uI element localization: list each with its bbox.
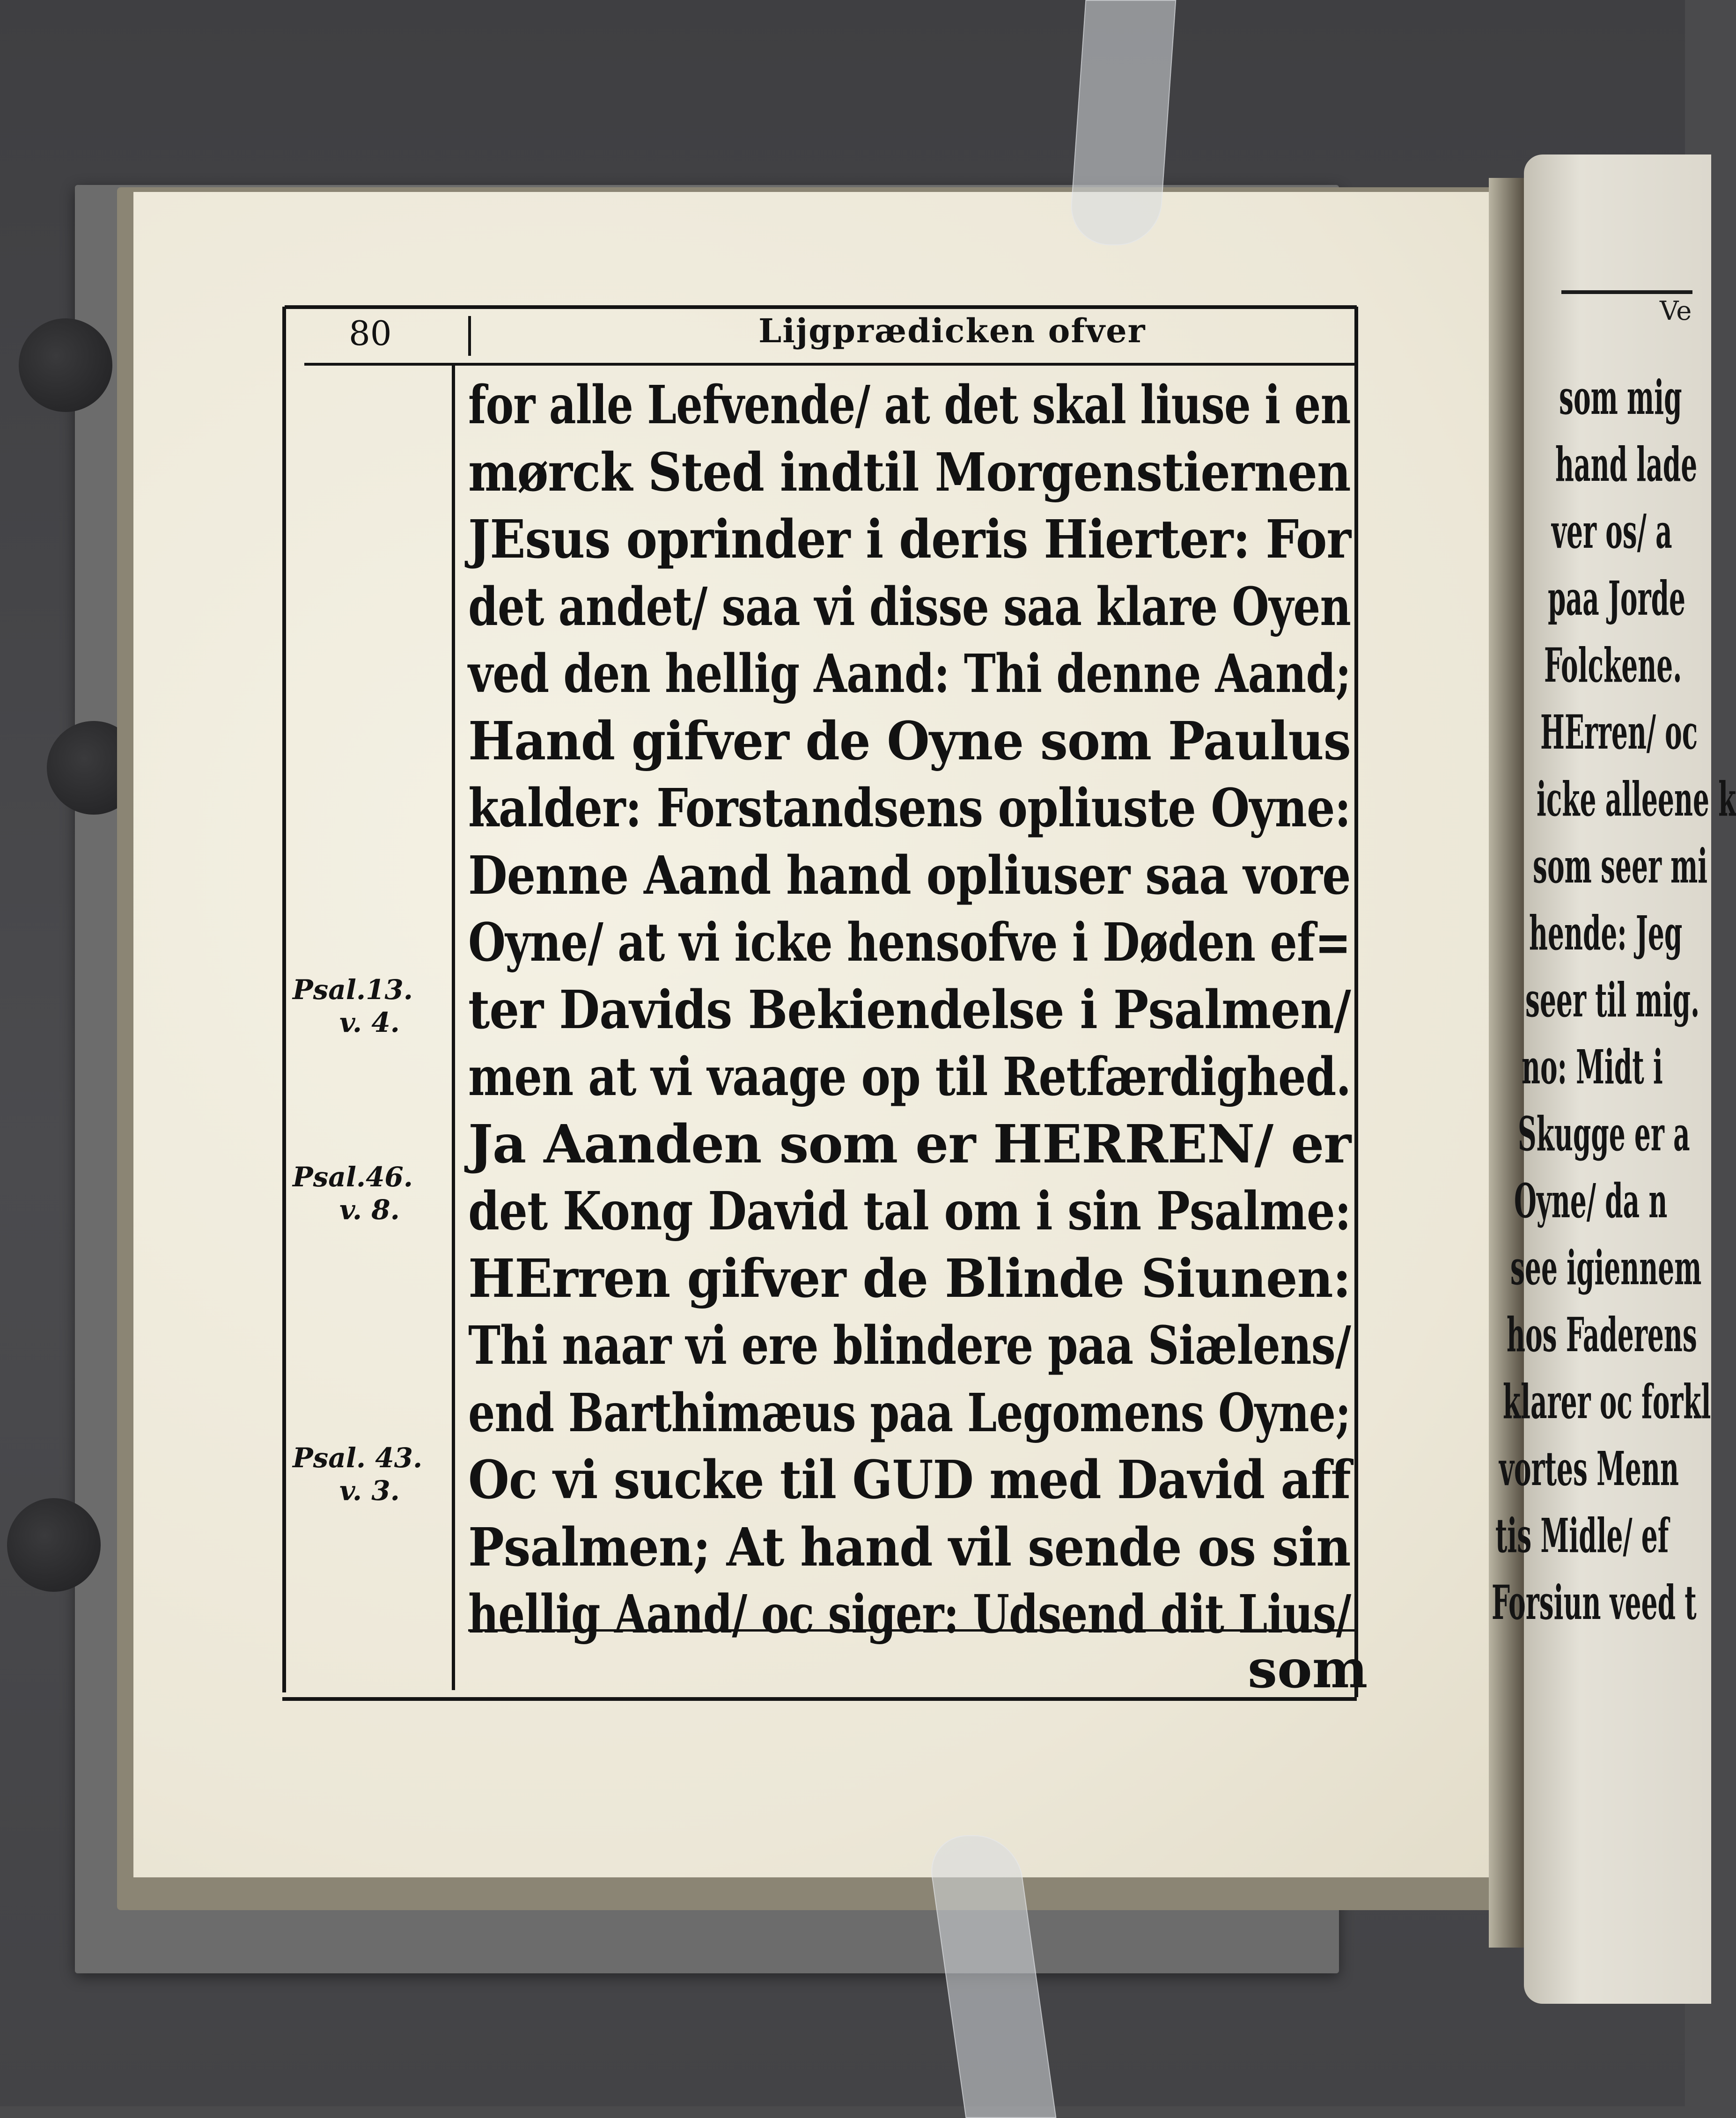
right-page-line: Folckene. xyxy=(1544,638,1682,693)
right-page-line: ver os/ a xyxy=(1552,504,1672,559)
body-line: HErren gifver de Blinde Siunen: xyxy=(468,1248,1351,1309)
marginal-note-verse: v. 8. xyxy=(339,1194,400,1226)
margin-column-rule xyxy=(452,365,455,1690)
body-line: ter Davids Bekiendelse i Psalmen/ xyxy=(468,979,1351,1041)
body-line: JEsus oprinder i deris Hierter: For xyxy=(468,509,1351,570)
body-line: det Kong David tal om i sin Psalme: xyxy=(468,1181,1351,1242)
marginal-note-ref: Psal. 43. xyxy=(293,1442,423,1474)
body-line: Ja Aanden som er HERREN/ er xyxy=(468,1113,1351,1175)
page-holder-strap-top xyxy=(1068,0,1177,245)
box-rule-left xyxy=(282,307,286,1692)
marginal-note-verse: v. 4. xyxy=(339,1007,400,1038)
right-page-line: no: Midt i xyxy=(1522,1039,1663,1095)
box-rule-top xyxy=(285,305,1357,309)
catchword: som xyxy=(1248,1639,1368,1700)
right-page-line: Oyne/ da n xyxy=(1514,1173,1668,1228)
folio-divider xyxy=(468,316,471,356)
body-line: mørck Sted indtil Morgenstiernen xyxy=(468,441,1351,503)
body-line: ved den hellig Aand: Thi denne Aand; xyxy=(468,643,1351,705)
body-line: det andet/ saa vi disse saa klare Oyen xyxy=(468,576,1351,638)
body-line: Oc vi sucke til GUD med David aff xyxy=(468,1449,1351,1511)
right-page-line: hende: Jeg xyxy=(1529,905,1683,961)
body-line: Thi naar vi ere blindere paa Siælens/ xyxy=(468,1315,1351,1376)
binding-peg-1 xyxy=(19,318,112,412)
right-page-line: vortes Menn xyxy=(1499,1441,1679,1496)
right-page-line: Skugge er a xyxy=(1518,1106,1690,1162)
right-page-line: klarer oc forkl xyxy=(1503,1374,1711,1429)
body-line: Psalmen; At hand vil sende os sin xyxy=(468,1516,1351,1578)
box-rule-bottom xyxy=(282,1697,1357,1701)
right-page-line: som mig xyxy=(1559,370,1682,425)
running-head: Lijgprædicken ofver xyxy=(758,311,1146,350)
right-page-line: paa Jorde xyxy=(1548,571,1686,626)
right-page-line: Forsiun veed t xyxy=(1492,1575,1697,1630)
right-page-line: HErren/ oc xyxy=(1540,705,1698,760)
box-rule-head-bottom xyxy=(304,363,1358,366)
body-line: Oyne/ at vi icke hensofve i Døden ef= xyxy=(468,912,1351,973)
body-line: kalder: Forstandsens opliuste Oyne: xyxy=(468,778,1351,839)
right-page-line: hos Faderens xyxy=(1507,1307,1697,1362)
right-page-line: hand lade xyxy=(1555,437,1698,492)
page-number: 80 xyxy=(349,314,392,353)
body-line: hellig Aand/ oc siger: Udsend dit Lius/ xyxy=(468,1584,1351,1645)
body-line: for alle Lefvende/ at det skal liuse i en xyxy=(468,375,1351,436)
marginal-note-verse: v. 3. xyxy=(339,1475,400,1507)
right-page-head-rule xyxy=(1561,290,1692,294)
body-line: Hand gifver de Oyne som Paulus xyxy=(468,710,1351,772)
binding-peg-3 xyxy=(7,1498,101,1592)
marginal-note-ref: Psal.46. xyxy=(293,1161,413,1193)
box-rule-right xyxy=(1354,307,1358,1697)
right-page-line: seer til mig. xyxy=(1525,972,1700,1028)
right-page-running-head: Ve xyxy=(1660,296,1692,326)
body-line: Denne Aand hand opliuser saa vore xyxy=(468,845,1351,906)
marginal-note-ref: Psal.13. xyxy=(293,974,413,1006)
body-line: end Barthimæus paa Legomens Oyne; xyxy=(468,1382,1351,1444)
right-page-line: tis Midle/ ef xyxy=(1495,1508,1669,1563)
right-page-line: see igiennem xyxy=(1510,1240,1702,1295)
body-line: men at vi vaage op til Retfærdighed. xyxy=(468,1046,1351,1108)
right-page-line: som seer mi xyxy=(1533,838,1708,894)
right-page-line: icke alleene k xyxy=(1537,772,1736,827)
